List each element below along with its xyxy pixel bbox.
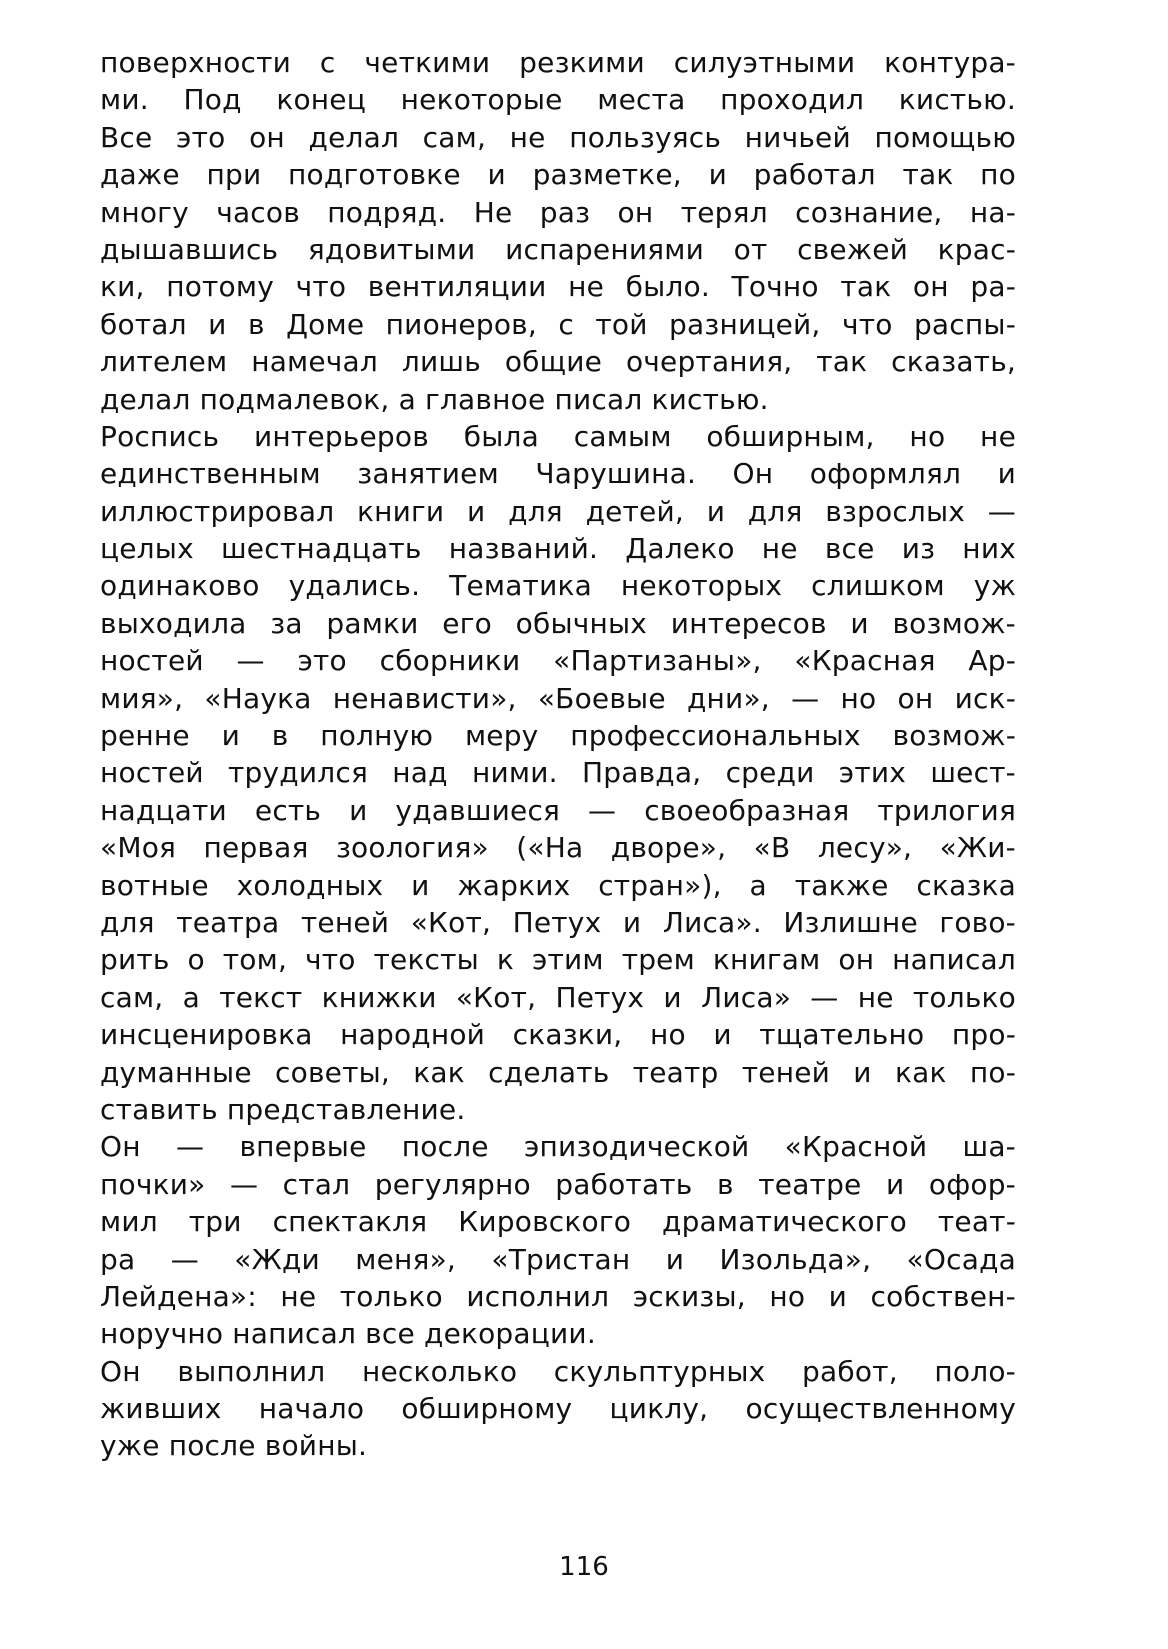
text-line: мия», «Наука ненависти», «Боевые дни», — но он иск- — [100, 681, 1016, 715]
text-line: для театра теней «Кот, Петух и Лиса». Излишне гово- — [100, 905, 1016, 939]
paragraph-2 — [100, 418, 1016, 1128]
text-line: ботал и в Доме пионеров, с той разницей, что распы- — [100, 307, 1016, 341]
paragraph-4 — [100, 1353, 1016, 1465]
paragraph-1 — [100, 44, 1016, 418]
text-line: почки» — стал регулярно работать в театре и офор- — [100, 1167, 1016, 1201]
text-line: ностей трудился над ними. Правда, среди этих шест- — [100, 756, 1016, 790]
text-line: дышавшись ядовитыми испарениями от свежей крас- — [100, 232, 1016, 266]
text-line: ставить представление. — [100, 1092, 466, 1126]
text-line: иллюстрировал книги и для детей, и для взрослых — — [100, 494, 1016, 528]
text-line: лителем намечал лишь общие очертания, так сказать, — [100, 345, 1016, 379]
text-line: даже при подготовке и разметке, и работал так по — [100, 158, 1016, 192]
text-line: одинаково удались. Тематика некоторых слишком уж — [100, 569, 1016, 603]
text-line: норучно написал все декорации. — [100, 1317, 596, 1351]
page-number: 116 — [559, 1552, 609, 1582]
page-body — [100, 44, 1016, 1465]
text-line: Он выполнил несколько скульптурных работ, поло- — [100, 1354, 1016, 1388]
text-line: живших начало обширному циклу, осуществленному — [100, 1392, 1016, 1426]
text-line: многу часов подряд. Не раз он терял сознание, на- — [100, 195, 1016, 229]
text-line: ностей — это сборники «Партизаны», «Красная Ар- — [100, 644, 1016, 678]
text-line: Все это он делал сам, не пользуясь ничьей помощью — [100, 120, 1016, 154]
text-line: Роспись интерьеров была самым обширным, но не — [100, 419, 1016, 453]
text-line: думанные советы, как сделать театр теней и как по- — [100, 1055, 1016, 1089]
text-line: ра — «Жди меня», «Тристан и Изольда», «Осада — [100, 1242, 1016, 1276]
paragraph-3 — [100, 1128, 1016, 1352]
text-line: выходила за рамки его обычных интересов и возмож- — [100, 606, 1016, 640]
text-line: делал подмалевок, а главное писал кистью. — [100, 382, 769, 416]
text-line: ки, потому что вентиляции не было. Точно так он ра- — [100, 270, 1016, 304]
text-line: инсценировка народной сказки, но и тщательно про- — [100, 1018, 1016, 1052]
text-line: Лейдена»: не только исполнил эскизы, но и собствен- — [100, 1279, 1016, 1313]
text-line: поверхности с четкими резкими силуэтными контура- — [100, 46, 1016, 79]
text-line: ми. Под конец некоторые места проходил кистью. — [100, 83, 1016, 117]
text-line: сам, а текст книжки «Кот, Петух и Лиса» — не только — [100, 980, 1016, 1014]
text-line: надцати есть и удавшиеся — своеобразная трилогия — [100, 793, 1016, 827]
text-line: целых шестнадцать названий. Далеко не все из них — [100, 532, 1016, 566]
text-line: рить о том, что тексты к этим трем книгам он написал — [100, 943, 1016, 977]
text-line: Он — впервые после эпизодической «Красной ша- — [100, 1130, 1016, 1164]
text-line: «Моя первая зоология» («На дворе», «В лесу», «Жи- — [100, 831, 1016, 865]
text-line: ренне и в полную меру профессиональных возмож- — [100, 719, 1016, 753]
text-line: мил три спектакля Кировского драматического теат- — [100, 1205, 1016, 1239]
text-line: вотные холодных и жарких стран»), а также сказка — [100, 868, 1016, 902]
text-line: единственным занятием Чарушина. Он оформлял и — [100, 457, 1016, 491]
text-line: уже после войны. — [100, 1429, 368, 1463]
